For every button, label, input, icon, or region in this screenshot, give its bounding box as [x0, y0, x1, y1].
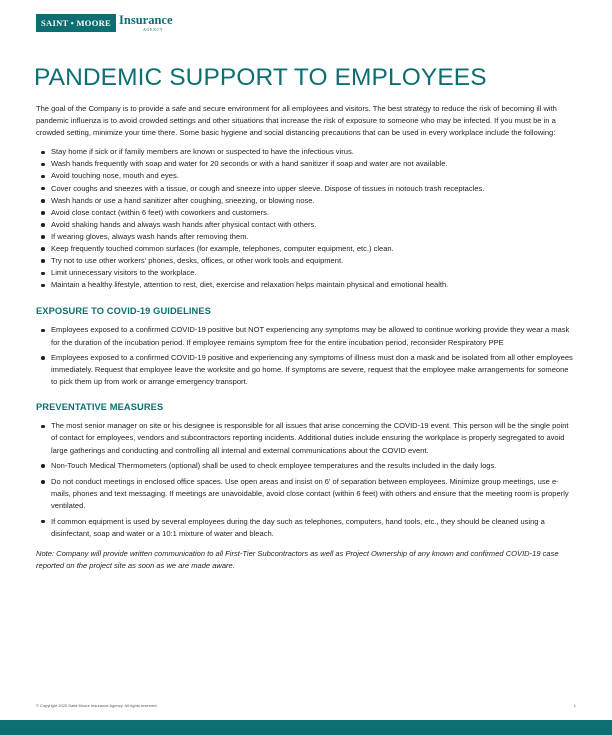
list-item: The most senior manager on site or his designee is responsible for all issues that arise concerning the COVID-19 event. This person will be the single point of contact for employees, vendors and subcontractors reporting incidents. Additional duties include ensuring the workplace is properly segregated to avoid large gatherings and conducting and controlling all internal and external communications about the COVID event. [36, 420, 576, 456]
list-item: Non-Touch Medical Thermometers (optional) shall be used to check employee temperatures and the results included in the daily logs. [36, 460, 576, 472]
exposure-heading: EXPOSURE TO COVID-19 GUIDELINES [36, 306, 211, 317]
list-item: Try not to use other workers' phones, desks, offices, or other work tools and equipment. [36, 255, 576, 267]
list-item: Do not conduct meetings in enclosed office spaces. Use open areas and insist on 6' of separation between employees. Minimize group meetings, use e-mails, phones and text messaging. If meetings are unavoidable, avoid close contact (within 6 feet) with others and ensure that the meeting room is properly ventilated. [36, 476, 576, 512]
exposure-list [36, 324, 576, 388]
logo-brand-box: SAINT • MOORE [36, 14, 116, 32]
list-item: Maintain a healthy lifestyle, attention to rest, diet, exercise and relaxation helps maintain physical and emotional health. [36, 279, 576, 291]
list-item: Avoid close contact (within 6 feet) with coworkers and customers. [36, 207, 576, 219]
note-paragraph: Note: Company will provide written communication to all First-Tier Subcontractors as well as Project Ownership of any known and confirmed COVID-19 case reported on the project site as soon as we are made aware. [36, 548, 559, 570]
list-item: Avoid touching nose, mouth and eyes. [36, 170, 576, 182]
footer [36, 703, 576, 708]
list-item: Stay home if sick or if family members are known or suspected to have the infectious virus. [36, 146, 576, 158]
logo-insurance-word: Insurance [119, 13, 173, 27]
copyright-text: © Copyright 2020 Saint Moore Insurance Agency. All rights reserved. [36, 703, 158, 708]
company-logo [36, 14, 173, 32]
document-body [36, 103, 576, 572]
intro-paragraph: The goal of the Company is to provide a safe and secure environment for all employees and visitors. The best strategy to reduce the risk of becoming ill with pandemic influenza is to avoid crowded settings and other situations that increase the risk of exposure to someone who may be infected. If you must be in a crowded setting, minimize your time there. Some basic hygiene and social distancing precautions that can be used in every workplace include the following: [36, 104, 557, 138]
list-item: If common equipment is used by several employees during the day such as telephones, computers, hand tools, etc., they should be cleaned using a disinfectant, soap and water or a 10:1 mixture of water and bleach. [36, 516, 576, 540]
list-item: Avoid shaking hands and always wash hands after physical contact with others. [36, 219, 576, 231]
list-item: Limit unnecessary visitors to the workplace. [36, 267, 576, 279]
page-number: 1 [573, 703, 576, 708]
preventative-heading: PREVENTATIVE MEASURES [36, 402, 164, 413]
list-item: Keep frequently touched common surfaces (for example, telephones, computer equipment, etc.) clean. [36, 243, 576, 255]
preventative-list [36, 420, 576, 539]
list-item: If wearing gloves, always wash hands after removing them. [36, 231, 576, 243]
precautions-list [36, 146, 576, 291]
list-item: Employees exposed to a confirmed COVID-19 positive and experiencing any symptoms of illness must don a mask and be isolated from all other employees immediately. Request that employee leave the worksite and go home. If symptoms are severe, request that the employee make arrangements for someone to pick them up from work or arrange emergency transport. [36, 352, 576, 388]
list-item: Cover coughs and sneezes with a tissue, or cough and sneeze into upper sleeve. Dispose of tissues in notouch trash receptacles. [36, 183, 576, 195]
logo-agency-tag: AGENCY [143, 27, 164, 32]
footer-bar [0, 720, 612, 735]
list-item: Wash hands frequently with soap and water for 20 seconds or with a hand sanitizer if soap and water are not available. [36, 158, 576, 170]
page-title: PANDEMIC SUPPORT TO EMPLOYEES [34, 64, 487, 91]
list-item: Wash hands or use a hand sanitizer after coughing, sneezing, or blowing nose. [36, 195, 576, 207]
list-item: Employees exposed to a confirmed COVID-19 positive but NOT experiencing any symptoms may be allowed to continue working provide they wear a mask for the duration of the incubation period. If employee remains symptom free for the entire incubation period, reconsider Respiratory PPE [36, 324, 576, 348]
logo-wordmark [119, 14, 172, 32]
